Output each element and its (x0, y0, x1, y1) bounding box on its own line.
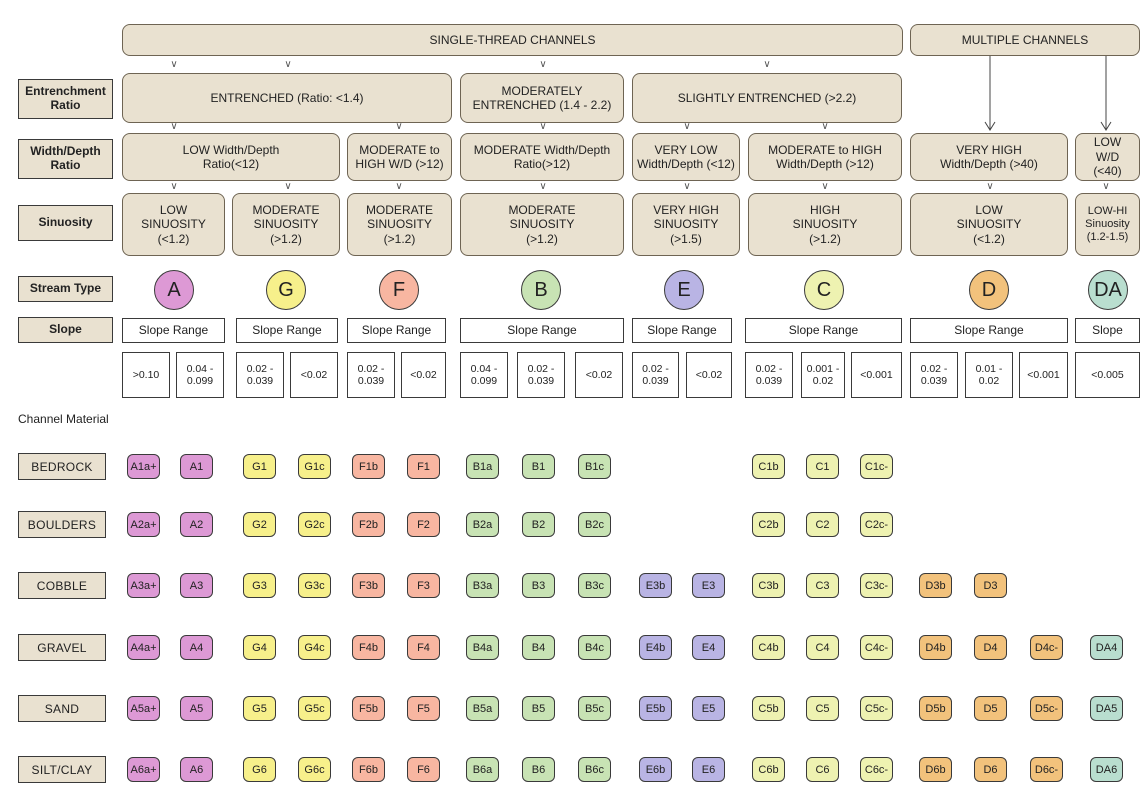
stream-subtype-chip: A6 (180, 757, 213, 782)
stream-subtype-chip: E6 (692, 757, 725, 782)
sinuosity-c-box: HIGH SINUOSITY (>1.2) (748, 193, 902, 256)
stream-subtype-chip: D4c- (1030, 635, 1063, 660)
stream-subtype-chip: B2c (578, 512, 611, 537)
stream-subtype-chip: F1 (407, 454, 440, 479)
slope-value: 0.04 - 0.099 (176, 352, 224, 398)
stream-subtype-chip: B4a (466, 635, 499, 660)
stream-subtype-chip: B5 (522, 696, 555, 721)
stream-subtype-chip: B1c (578, 454, 611, 479)
stream-subtype-chip: A5a+ (127, 696, 160, 721)
width-depth-ratio-label: Width/Depth Ratio (18, 139, 113, 179)
stream-subtype-chip: DA6 (1090, 757, 1123, 782)
slope-range-b: Slope Range (460, 318, 624, 343)
slightly-entrenched-box: SLIGHTLY ENTRENCHED (>2.2) (632, 73, 902, 123)
stream-type-a: A (154, 270, 194, 310)
stream-subtype-chip: E3 (692, 573, 725, 598)
stream-subtype-chip: G6 (243, 757, 276, 782)
stream-subtype-chip: C1b (752, 454, 785, 479)
stream-subtype-chip: G3 (243, 573, 276, 598)
chevron-down-icon: ∨ (170, 121, 178, 132)
entrenchment-ratio-label: Entrenchment Ratio (18, 79, 113, 119)
chevron-down-icon: ∨ (1102, 181, 1110, 192)
stream-subtype-chip: F4 (407, 635, 440, 660)
stream-subtype-chip: B1a (466, 454, 499, 479)
stream-subtype-chip: B3a (466, 573, 499, 598)
stream-type-b: B (521, 270, 561, 310)
stream-subtype-chip: B2 (522, 512, 555, 537)
chevron-down-icon: ∨ (539, 181, 547, 192)
stream-subtype-chip: G2 (243, 512, 276, 537)
slope-value: 0.02 - 0.039 (517, 352, 565, 398)
stream-subtype-chip: A2a+ (127, 512, 160, 537)
material-bedrock: BEDROCK (18, 453, 106, 480)
stream-subtype-chip: C3b (752, 573, 785, 598)
material-silt-clay: SILT/CLAY (18, 756, 106, 783)
slope-value: 0.02 - 0.039 (745, 352, 793, 398)
stream-subtype-chip: A3a+ (127, 573, 160, 598)
slope-label-da: Slope (1075, 318, 1140, 343)
wd-low-da-box: LOW W/D (<40) (1075, 133, 1140, 181)
multiple-channels-header: MULTIPLE CHANNELS (910, 24, 1140, 56)
stream-subtype-chip: F2b (352, 512, 385, 537)
stream-subtype-chip: C5 (806, 696, 839, 721)
slope-value: <0.001 (851, 352, 902, 398)
chevron-down-icon: ∨ (763, 59, 771, 70)
stream-subtype-chip: G5c (298, 696, 331, 721)
stream-subtype-chip: C6c- (860, 757, 893, 782)
slope-value: <0.02 (401, 352, 446, 398)
stream-subtype-chip: F5b (352, 696, 385, 721)
slope-range-c: Slope Range (745, 318, 902, 343)
stream-subtype-chip: B6a (466, 757, 499, 782)
stream-subtype-chip: A4a+ (127, 635, 160, 660)
stream-subtype-chip: C1c- (860, 454, 893, 479)
stream-subtype-chip: D5 (974, 696, 1007, 721)
stream-subtype-chip: B4 (522, 635, 555, 660)
stream-subtype-chip: E6b (639, 757, 672, 782)
stream-subtype-chip: C1 (806, 454, 839, 479)
chevron-down-icon: ∨ (683, 181, 691, 192)
stream-subtype-chip: D5c- (1030, 696, 1063, 721)
chevron-down-icon: ∨ (986, 181, 994, 192)
material-cobble: COBBLE (18, 572, 106, 599)
stream-subtype-chip: F3b (352, 573, 385, 598)
chevron-down-icon: ∨ (539, 121, 547, 132)
stream-subtype-chip: F3 (407, 573, 440, 598)
stream-subtype-chip: B5a (466, 696, 499, 721)
moderately-entrenched-box: MODERATELY ENTRENCHED (1.4 - 2.2) (460, 73, 624, 123)
sinuosity-d-box: LOW SINUOSITY (<1.2) (910, 193, 1068, 256)
chevron-down-icon: ∨ (284, 59, 292, 70)
slope-range-a: Slope Range (122, 318, 225, 343)
stream-subtype-chip: C4 (806, 635, 839, 660)
stream-subtype-chip: E5b (639, 696, 672, 721)
stream-subtype-chip: E4 (692, 635, 725, 660)
stream-subtype-chip: C5b (752, 696, 785, 721)
stream-subtype-chip: A5 (180, 696, 213, 721)
slope-value: <0.02 (686, 352, 732, 398)
chevron-down-icon: ∨ (821, 121, 829, 132)
stream-subtype-chip: A3 (180, 573, 213, 598)
wd-very-high-box: VERY HIGH Width/Depth (>40) (910, 133, 1068, 181)
slope-value: 0.02 - 0.039 (632, 352, 679, 398)
stream-subtype-chip: DA4 (1090, 635, 1123, 660)
chevron-down-icon: ∨ (395, 121, 403, 132)
stream-subtype-chip: D3 (974, 573, 1007, 598)
slope-value: 0.04 - 0.099 (460, 352, 508, 398)
stream-subtype-chip: C4c- (860, 635, 893, 660)
material-sand: SAND (18, 695, 106, 722)
channel-material-title: Channel Material (18, 412, 109, 426)
stream-subtype-chip: B1 (522, 454, 555, 479)
stream-subtype-chip: D6 (974, 757, 1007, 782)
sinuosity-f-box: MODERATE SINUOSITY (>1.2) (347, 193, 452, 256)
stream-subtype-chip: B6 (522, 757, 555, 782)
stream-subtype-chip: D3b (919, 573, 952, 598)
stream-subtype-chip: G1c (298, 454, 331, 479)
stream-subtype-chip: C2c- (860, 512, 893, 537)
stream-subtype-chip: E5 (692, 696, 725, 721)
stream-subtype-chip: B2a (466, 512, 499, 537)
slope-value: >0.10 (122, 352, 170, 398)
slope-range-e: Slope Range (632, 318, 732, 343)
stream-subtype-chip: G1 (243, 454, 276, 479)
chevron-down-icon: ∨ (683, 121, 691, 132)
stream-subtype-chip: D6c- (1030, 757, 1063, 782)
chevron-down-icon: ∨ (170, 181, 178, 192)
slope-value: 0.02 - 0.039 (236, 352, 284, 398)
stream-subtype-chip: G5 (243, 696, 276, 721)
slope-value: <0.001 (1019, 352, 1068, 398)
stream-subtype-chip: D6b (919, 757, 952, 782)
material-boulders: BOULDERS (18, 511, 106, 538)
stream-subtype-chip: D4 (974, 635, 1007, 660)
slope-value: <0.02 (290, 352, 338, 398)
stream-subtype-chip: B3c (578, 573, 611, 598)
entrenched-box: ENTRENCHED (Ratio: <1.4) (122, 73, 452, 123)
chevron-down-icon: ∨ (284, 181, 292, 192)
sinuosity-g-box: MODERATE SINUOSITY (>1.2) (232, 193, 340, 256)
stream-subtype-chip: G2c (298, 512, 331, 537)
slope-value: <0.02 (575, 352, 623, 398)
stream-subtype-chip: A4 (180, 635, 213, 660)
chevron-down-icon: ∨ (395, 181, 403, 192)
slope-value: 0.02 - 0.039 (347, 352, 395, 398)
stream-subtype-chip: B5c (578, 696, 611, 721)
stream-subtype-chip: DA5 (1090, 696, 1123, 721)
stream-subtype-chip: B4c (578, 635, 611, 660)
slope-range-d: Slope Range (910, 318, 1068, 343)
stream-subtype-chip: A1 (180, 454, 213, 479)
slope-label: Slope (18, 317, 113, 343)
stream-subtype-chip: C4b (752, 635, 785, 660)
sinuosity-b-box: MODERATE SINUOSITY (>1.2) (460, 193, 624, 256)
sinuosity-e-box: VERY HIGH SINUOSITY (>1.5) (632, 193, 740, 256)
chevron-down-icon: ∨ (539, 59, 547, 70)
single-thread-header: SINGLE-THREAD CHANNELS (122, 24, 903, 56)
stream-subtype-chip: E4b (639, 635, 672, 660)
stream-subtype-chip: A1a+ (127, 454, 160, 479)
stream-type-d: D (969, 270, 1009, 310)
stream-subtype-chip: B3 (522, 573, 555, 598)
stream-subtype-chip: F1b (352, 454, 385, 479)
stream-subtype-chip: G6c (298, 757, 331, 782)
stream-subtype-chip: G3c (298, 573, 331, 598)
wd-very-low-box: VERY LOW Width/Depth (<12) (632, 133, 740, 181)
sinuosity-label: Sinuosity (18, 205, 113, 241)
stream-type-g: G (266, 270, 306, 310)
stream-subtype-chip: A2 (180, 512, 213, 537)
stream-subtype-chip: G4c (298, 635, 331, 660)
stream-subtype-chip: C2 (806, 512, 839, 537)
slope-range-f: Slope Range (347, 318, 446, 343)
chevron-down-icon: ∨ (170, 59, 178, 70)
stream-subtype-chip: C3 (806, 573, 839, 598)
stream-subtype-chip: B6c (578, 757, 611, 782)
sinuosity-a-box: LOW SINUOSITY (<1.2) (122, 193, 225, 256)
wd-moderate-high-box: MODERATE to HIGH W/D (>12) (347, 133, 452, 181)
chevron-down-icon: ∨ (821, 181, 829, 192)
slope-value: <0.005 (1075, 352, 1140, 398)
stream-subtype-chip: C6b (752, 757, 785, 782)
stream-type-label: Stream Type (18, 276, 113, 302)
stream-subtype-chip: F6 (407, 757, 440, 782)
stream-subtype-chip: D5b (919, 696, 952, 721)
stream-subtype-chip: F4b (352, 635, 385, 660)
stream-subtype-chip: C6 (806, 757, 839, 782)
wd-low-box: LOW Width/Depth Ratio(<12) (122, 133, 340, 181)
material-gravel: GRAVEL (18, 634, 106, 661)
stream-subtype-chip: C2b (752, 512, 785, 537)
stream-subtype-chip: G4 (243, 635, 276, 660)
stream-subtype-chip: F5 (407, 696, 440, 721)
wd-moderate-high-2-box: MODERATE to HIGH Width/Depth (>12) (748, 133, 902, 181)
slope-value: 0.001 - 0.02 (801, 352, 845, 398)
stream-subtype-chip: F2 (407, 512, 440, 537)
slope-value: 0.02 - 0.039 (910, 352, 958, 398)
stream-type-f: F (379, 270, 419, 310)
stream-subtype-chip: C3c- (860, 573, 893, 598)
stream-subtype-chip: A6a+ (127, 757, 160, 782)
sinuosity-da-box: LOW-HI Sinuosity (1.2-1.5) (1075, 193, 1140, 256)
stream-subtype-chip: F6b (352, 757, 385, 782)
stream-subtype-chip: D4b (919, 635, 952, 660)
stream-subtype-chip: E3b (639, 573, 672, 598)
stream-type-e: E (664, 270, 704, 310)
stream-subtype-chip: C5c- (860, 696, 893, 721)
stream-type-da: DA (1088, 270, 1128, 310)
wd-moderate-box: MODERATE Width/Depth Ratio(>12) (460, 133, 624, 181)
slope-value: 0.01 - 0.02 (965, 352, 1013, 398)
stream-type-c: C (804, 270, 844, 310)
slope-range-g: Slope Range (236, 318, 338, 343)
